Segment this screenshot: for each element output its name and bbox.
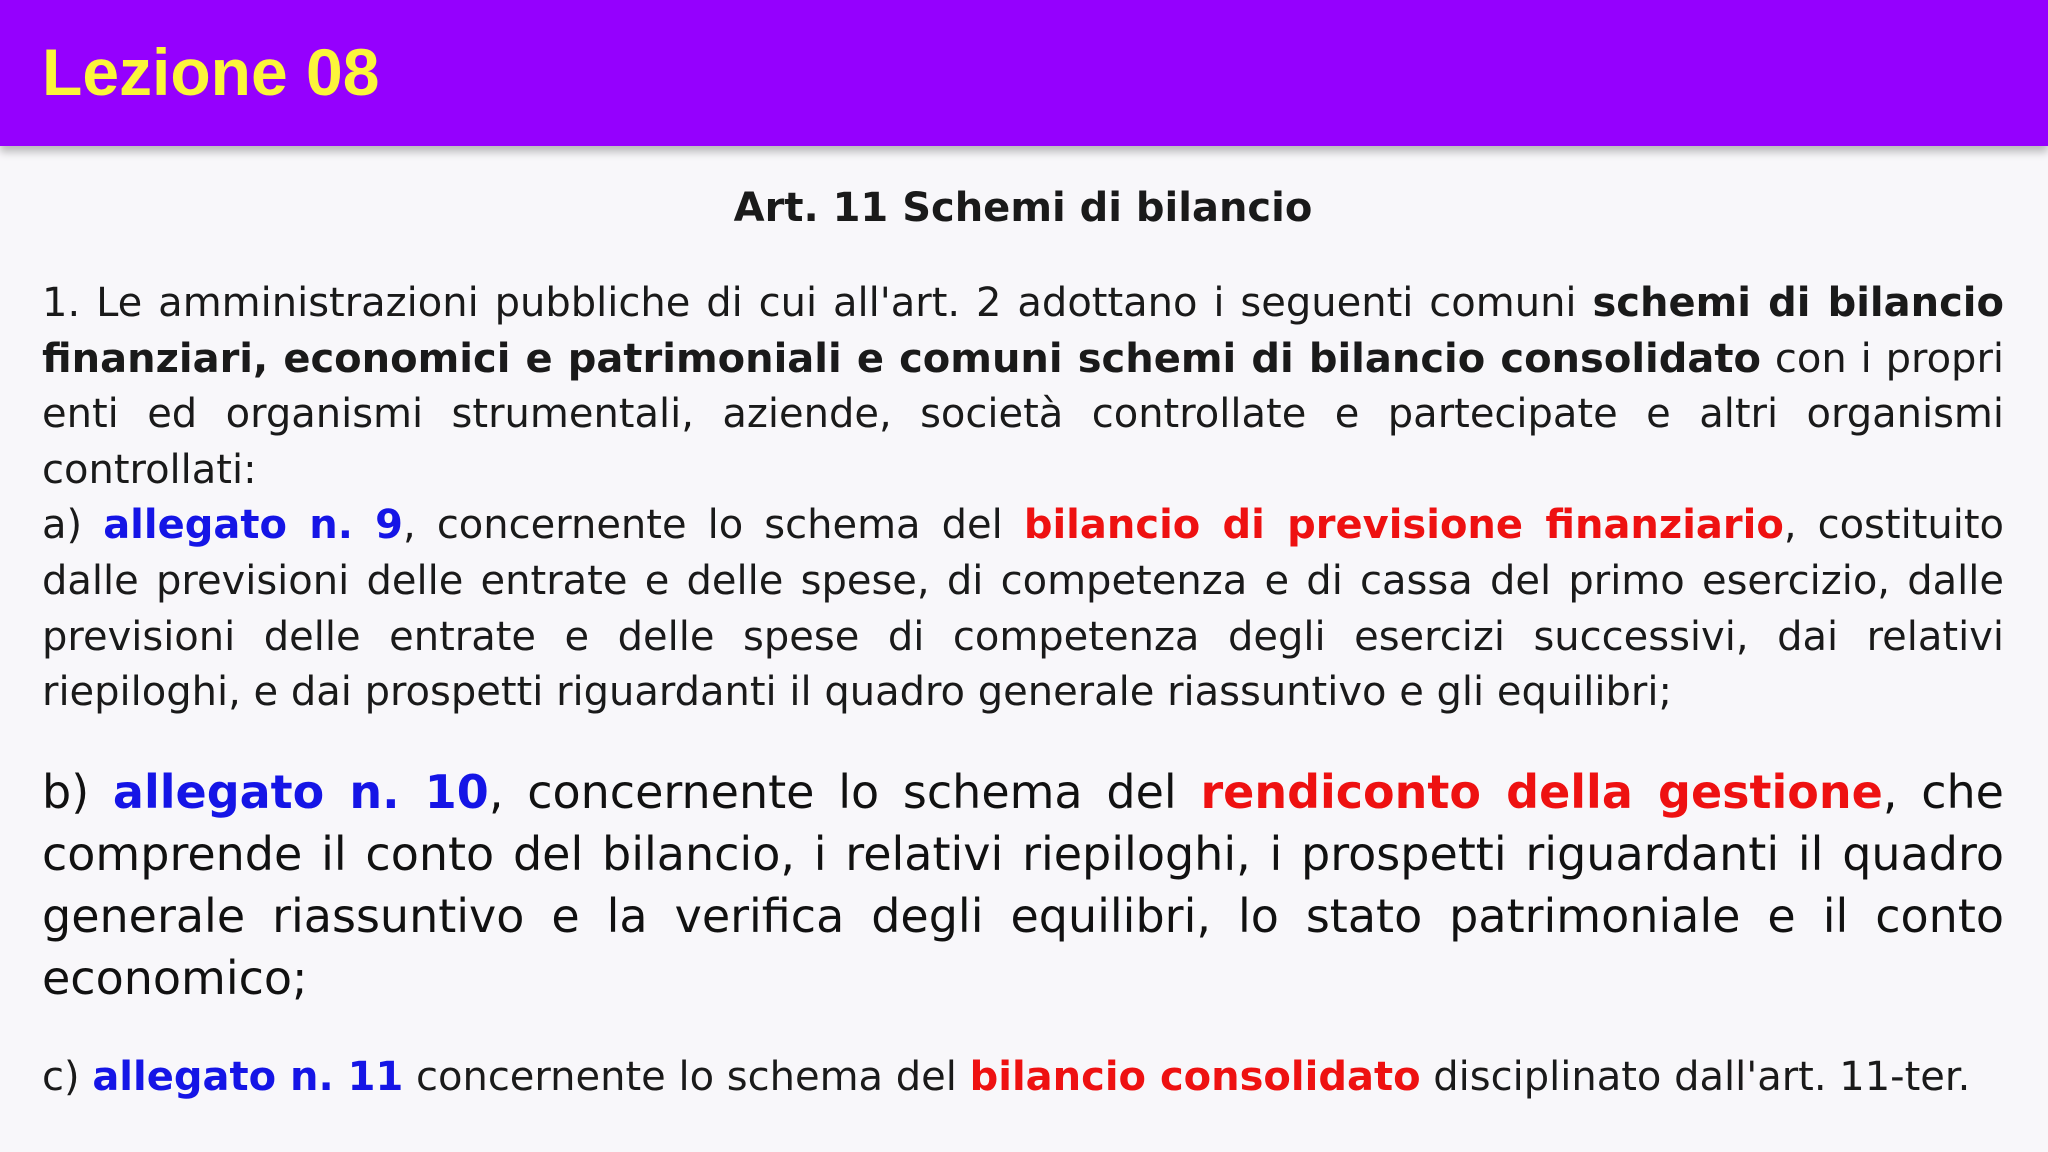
- item-c-prefix: c): [42, 1053, 93, 1100]
- item-c-middle: concernente lo schema del: [403, 1053, 970, 1100]
- item-c-allegato: allegato n. 11: [92, 1053, 404, 1100]
- item-c-rest: disciplinato dall'art. 11-ter.: [1420, 1053, 1971, 1100]
- intro-text-end: con i propri enti ed organismi strumentali, aziende, società controllate e partecipate e altri organismi controllati:: [42, 335, 2005, 493]
- item-b-highlight: rendiconto della gestione: [1200, 764, 1883, 819]
- paragraph-intro: [42, 276, 2004, 498]
- article-title: Art. 11 Schemi di bilancio: [733, 185, 1313, 231]
- item-b-prefix: b): [42, 764, 113, 819]
- item-b-allegato: allegato n. 10: [112, 764, 489, 819]
- item-b-rest: , che comprende il conto del bilancio, i relativi riepiloghi, i prospetti riguardanti il quadro generale riassuntivo e la verifica degli equilibri, lo stato patrimoniale e il conto economico;: [42, 764, 2004, 1005]
- paragraph-item-c: [42, 1049, 2004, 1105]
- paragraph-item-a: [42, 498, 2004, 720]
- lesson-title: Lezione 08: [42, 35, 380, 109]
- header-bar: [0, 0, 2048, 146]
- item-b-middle: , concernente lo schema del: [488, 764, 1201, 819]
- item-a-middle: , concernente lo schema del: [403, 502, 1024, 549]
- item-c-highlight: bilancio consolidato: [969, 1053, 1421, 1100]
- item-a-prefix: a): [42, 502, 104, 549]
- item-a-rest: , costituito dalle previsioni delle entrate e delle spese, di competenza e di cassa del primo esercizio, dalle previsioni delle entrate e delle spese di competenza degli esercizi successivi, dai relativi riepiloghi, e dai prospetti riguardanti il quadro generale riassuntivo e gli equilibri;: [42, 502, 2005, 716]
- intro-bold-text: schemi di bilancio finanziari, economici e patrimoniali e comuni schemi di bilancio consolidato: [42, 280, 2005, 382]
- paragraph-item-b: [42, 761, 2004, 1009]
- item-a-highlight: bilancio di previsione finanziario: [1023, 502, 1784, 549]
- item-a-allegato: allegato n. 9: [103, 502, 404, 549]
- article-content: [42, 172, 2004, 1105]
- intro-text-start: 1. Le amministrazioni pubbliche di cui all'art. 2 adottano i seguenti comuni: [42, 280, 1593, 326]
